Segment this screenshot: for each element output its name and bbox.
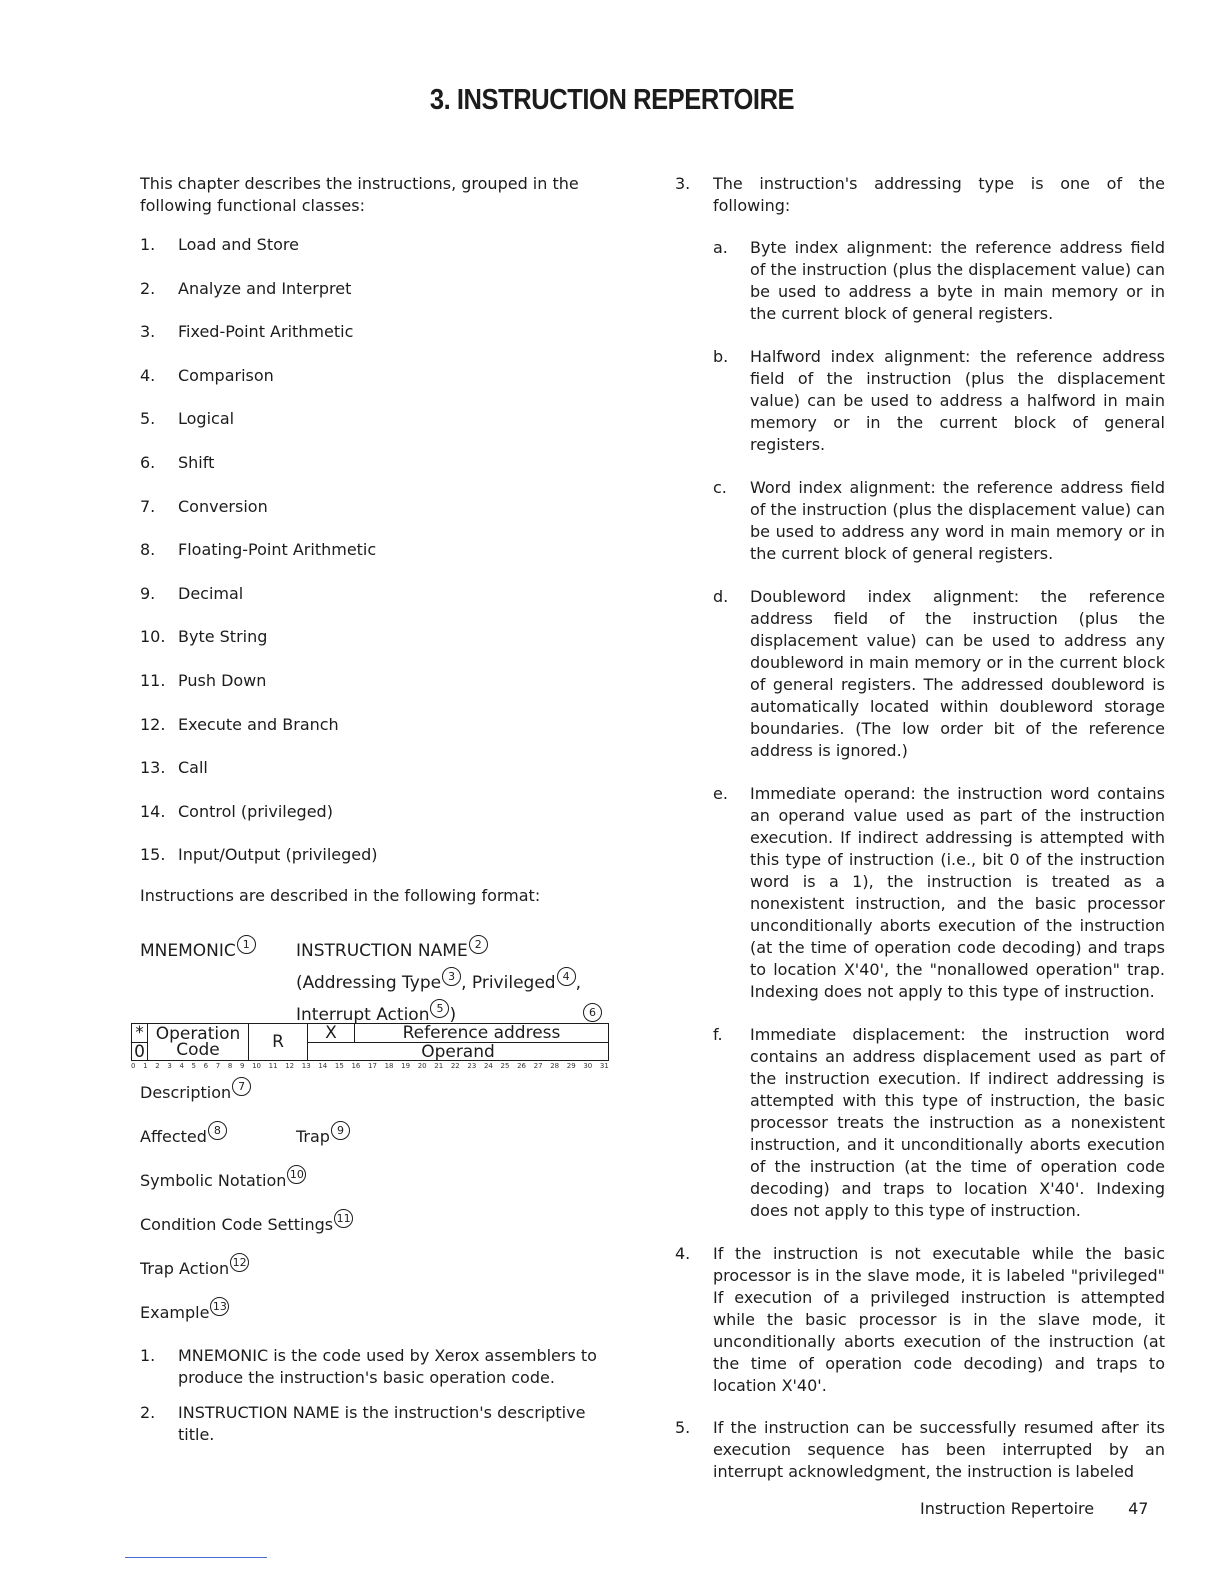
- list-item: 3. Fixed-Point Arithmetic: [140, 322, 354, 342]
- marker-1-icon: 1: [237, 935, 256, 954]
- note-3c: c. Word index alignment: the reference address field of the instruction (plus the displacement value) can be used to address any word in main memory or in the current block of general registers.: [713, 478, 1165, 563]
- note-3a: a. Byte index alignment: the reference address field of the instruction (plus the displacement value) can be used to address a byte in main memory or in the current block of general registers.: [713, 238, 1165, 323]
- condition-code-row: Condition Code Settings 11: [140, 1209, 610, 1253]
- list-item: 1. Load and Store: [140, 235, 299, 254]
- chapter-title: 3. INSTRUCTION REPERTOIRE: [429, 84, 795, 116]
- list-item: 14. Control (privileged): [140, 801, 333, 821]
- note-3f: f. Immediate displacement: the instruction word contains an address displacement used as part of the instruction execution. If indirect addressing is attempted with this type of instruction, the basic processor treats the instruction as a nonexistent instruction, and it unconditionally aborts execution of the instruction (at the time of operation code decoding) and traps to location X'40'. Indexing does not apply to this type of instruction.: [713, 1025, 1165, 1220]
- reference-address-field: Reference address: [355, 1024, 609, 1043]
- r-field: R: [249, 1024, 308, 1061]
- marker-12-icon: 12: [230, 1253, 249, 1272]
- list-item: 2. Analyze and Interpret: [140, 278, 352, 298]
- x-field: X: [308, 1024, 355, 1043]
- list-item: 11. Push Down: [140, 670, 267, 690]
- interrupt-action-label: Interrupt Action 5 ): [296, 999, 456, 1025]
- format-intro: Instructions are described in the following format:: [140, 886, 541, 906]
- note-4: 4. If the instruction is not executable while the basic processor is in the slave mode, it is labeled "privileged" If execution of a privileged instruction is attempted while the basic processor is in the slave mode, it unconditionally aborts execution of the instruction (at the time of operation code decoding) and traps to location X'40'.: [675, 1244, 1165, 1395]
- format-template: [131, 921, 610, 1077]
- bit-numbers: 0 1 2 3 4 5 6 7 8 9 10 11 12 13 14 15 16 17 18 19 20 21 22 23 24 25 26 27 28 29 30 31: [131, 1062, 609, 1071]
- description-row: Description 7: [140, 1077, 610, 1121]
- instruction-word-diagram: [131, 1023, 609, 1073]
- list-item: 9. Decimal: [140, 583, 244, 603]
- zero-bit-cell: 0: [132, 1042, 148, 1061]
- class-list: [140, 234, 610, 866]
- note-3b: b. Halfword index alignment: the reference address field of the instruction (plus the displacement value) can be used to address a halfword in main memory or in the current block of general registers.: [713, 347, 1165, 454]
- note-3: 3. The instruction's addressing type is one of the following:: [675, 174, 1165, 215]
- mnemonic-label: MNEMONIC 1: [140, 935, 256, 961]
- affected-trap-row: Affected 8 Trap 9: [140, 1121, 610, 1165]
- list-item: 13. Call: [140, 758, 208, 778]
- list-item: 15. Input/Output (privileged): [140, 845, 378, 865]
- marker-7-icon: 7: [232, 1077, 251, 1096]
- opcode-field: Operation Code: [148, 1024, 249, 1061]
- operand-field: Operand: [308, 1042, 609, 1061]
- list-item: 10. Byte String: [140, 627, 268, 647]
- instruction-name-label: INSTRUCTION NAME 2: [296, 935, 488, 961]
- note-3d: d. Doubleword index alignment: the reference address field of the instruction (plus the displacement value) can be used to address any doubleword in main memory or in the current block of general registers. The addressed doubleword is automatically located within doubleword storage boundaries. (The low order bit of the reference address is ignored.): [713, 587, 1165, 760]
- list-item: 1. MNEMONIC is the code used by Xerox assemblers to produce the instruction's basic operation code.: [140, 1346, 597, 1388]
- marker-5-icon: 5: [430, 999, 449, 1018]
- list-item: 7. Conversion: [140, 496, 268, 516]
- marker-11-icon: 11: [334, 1209, 353, 1228]
- intro-paragraph: This chapter describes the instructions, grouped in the following functional classes:: [140, 174, 579, 215]
- note-3e: e. Immediate operand: the instruction word contains an operand value used as part of the instruction execution. If indirect addressing is attempted with this type of instruction (i.e., bit 0 of the instruction word is a 1), the instruction is treated as a nonexistent instruction, and the basic processor unconditionally aborts execution of the instruction (at the time of operation code decoding) and traps to location X'40', the "nonallowed operation" trap. Indexing does not apply to this type of instruction.: [713, 784, 1165, 1001]
- footer-section-title: Instruction Repertoire: [920, 1499, 1095, 1518]
- scan-artifact-line: [125, 1557, 267, 1558]
- list-item: 5. Logical: [140, 409, 235, 429]
- list-item: 8. Floating-Point Arithmetic: [140, 540, 377, 560]
- page-number: 47: [1128, 1499, 1149, 1518]
- list-item: 4. Comparison: [140, 365, 274, 385]
- list-item: 12. Execute and Branch: [140, 714, 339, 734]
- marker-9-icon: 9: [331, 1121, 350, 1140]
- marker-2-icon: 2: [469, 935, 488, 954]
- marker-10-icon: 10: [287, 1165, 306, 1184]
- marker-13-icon: 13: [210, 1297, 229, 1316]
- notes-list: [140, 1345, 610, 1446]
- left-column: [131, 173, 610, 1459]
- list-item: 6. Shift: [140, 452, 215, 472]
- page-footer: [920, 1499, 1148, 1518]
- example-row: Example 13: [140, 1297, 610, 1341]
- trap-action-row: Trap Action 12: [140, 1253, 610, 1297]
- right-column: [675, 173, 1165, 1503]
- note-5: 5. If the instruction can be successfully resumed after its execution sequence has been interrupted by an interrupt acknowledgment, the instruction is labeled: [675, 1418, 1165, 1481]
- marker-4-icon: 4: [557, 967, 576, 986]
- addressing-type-label: (Addressing Type 3 , Privileged 4 ,: [296, 967, 581, 993]
- list-item: 2. INSTRUCTION NAME is the instruction's descriptive title.: [140, 1403, 586, 1445]
- indirect-bit-cell: *: [132, 1024, 148, 1043]
- marker-3-icon: 3: [442, 967, 461, 986]
- symbolic-notation-row: Symbolic Notation 10: [140, 1165, 610, 1209]
- marker-6-icon: 6: [582, 1003, 602, 1029]
- marker-8-icon: 8: [208, 1121, 227, 1140]
